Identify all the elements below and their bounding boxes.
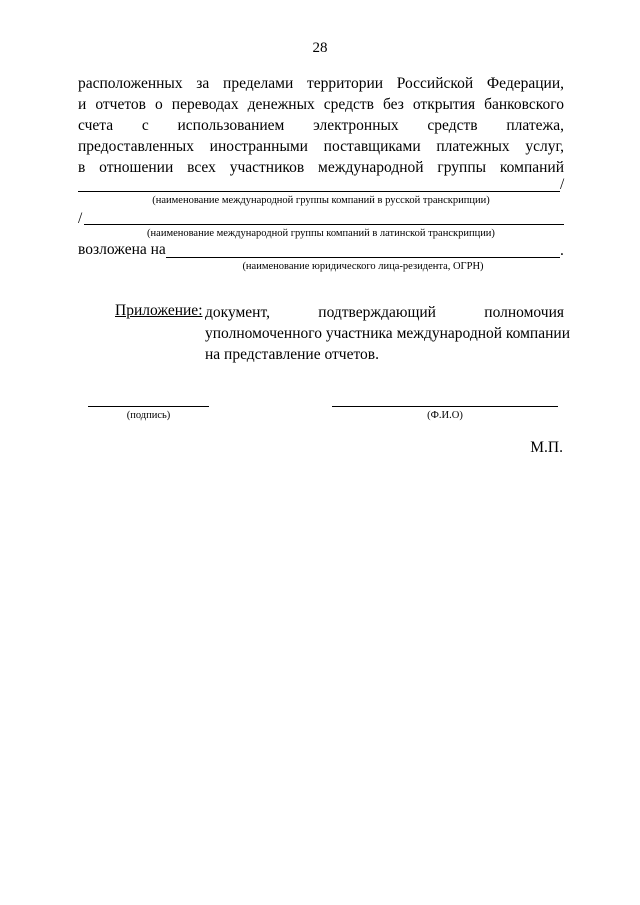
signature-line[interactable]: [88, 406, 209, 407]
paragraph-line: предоставленных иностранными поставщиками платежных услуг,: [78, 138, 564, 155]
body-paragraph: [78, 73, 564, 178]
stamp-place-label: М.П.: [530, 439, 563, 456]
paragraph-line: расположенных за пределами территории Российской Федерации,: [78, 75, 564, 92]
group-name-lat-caption: (наименование международной группы компаний в латинской транскрипции): [147, 228, 495, 239]
paragraph-line: в отношении всех участников международной группы компаний: [78, 159, 564, 176]
attachment-label: Приложение:: [115, 302, 203, 319]
attachment-line: документ, подтверждающий полномочия: [205, 304, 564, 321]
page-number: 28: [312, 40, 328, 56]
group-name-ru-end-mark: /: [560, 176, 565, 193]
resident-caption: (наименование юридического лица-резидента, ОГРН): [242, 261, 484, 272]
group-name-lat-start-mark: /: [78, 210, 83, 227]
signature-caption: (подпись): [126, 410, 171, 421]
resident-line[interactable]: [166, 257, 560, 258]
full-name-line[interactable]: [332, 406, 558, 407]
paragraph-line: счета с использованием электронных средств платежа,: [78, 117, 564, 134]
attachment-text: [205, 302, 570, 365]
resident-end-mark: .: [560, 242, 564, 259]
full-name-caption: (Ф.И.О): [427, 410, 463, 421]
attachment-line: уполномоченного участника международной компании: [205, 325, 570, 342]
group-name-lat-line[interactable]: [84, 224, 564, 225]
resident-label: возложена на: [78, 241, 166, 258]
attachment-line: на представление отчетов.: [205, 346, 379, 363]
group-name-ru-caption: (наименование международной группы компаний в русской транскрипции): [152, 195, 490, 206]
paragraph-line: и отчетов о переводах денежных средств без открытия банковского: [78, 96, 564, 113]
group-name-ru-line[interactable]: [78, 191, 560, 192]
